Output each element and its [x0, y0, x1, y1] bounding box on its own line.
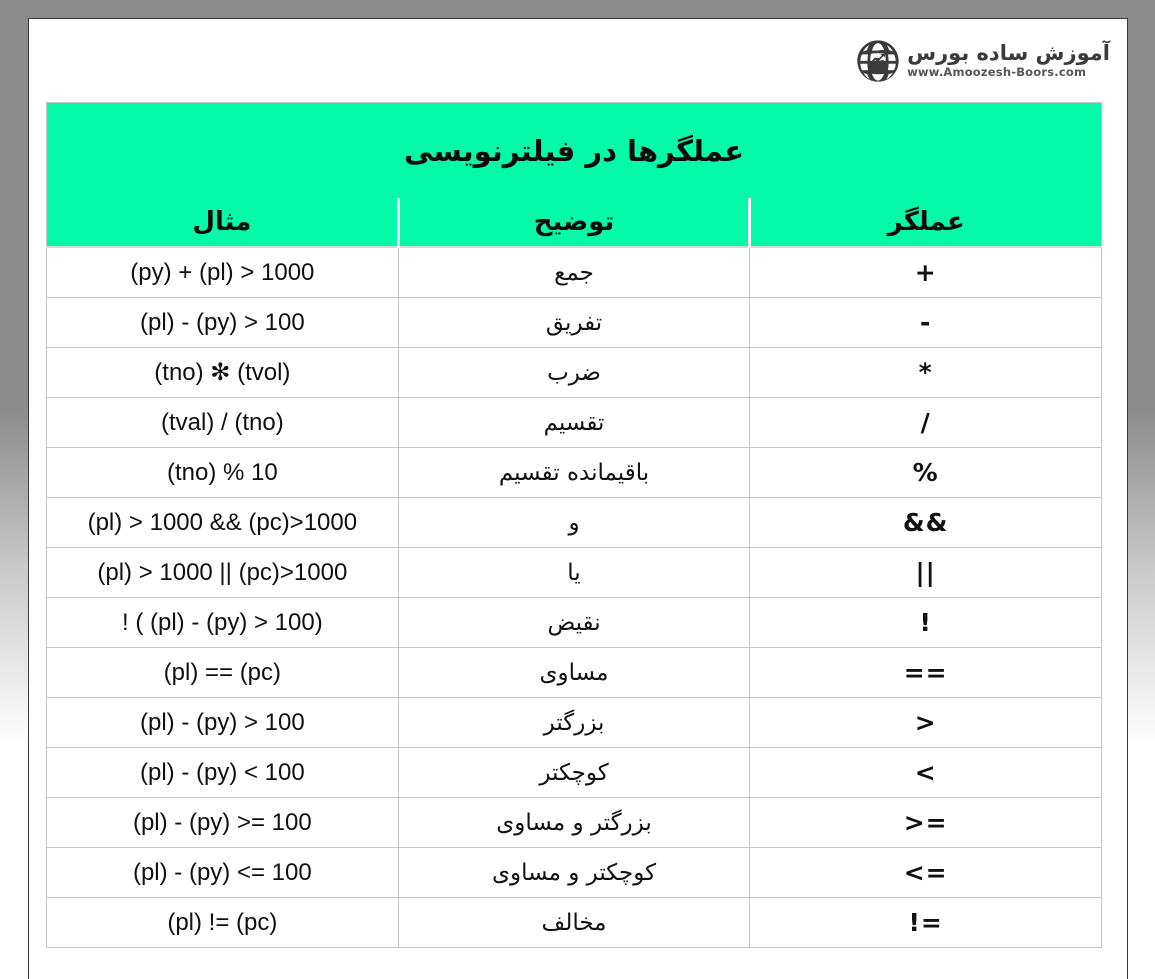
cell-description: و [398, 498, 750, 548]
cell-description: تفریق [398, 298, 750, 348]
document-card [28, 18, 1128, 979]
table-row [47, 598, 1102, 648]
cell-operator: * [750, 348, 1102, 398]
cell-operator: < [750, 748, 1102, 798]
cell-example: (tno) ✻ (tvol) [47, 348, 399, 398]
cell-example: (pl) - (py) < 100 [47, 748, 399, 798]
cell-description: مخالف [398, 898, 750, 948]
cell-description: کوچکتر [398, 748, 750, 798]
brand-url: www.Amoozesh-Boors.com [907, 65, 1087, 80]
cell-example: (pl) == (pc) [47, 648, 399, 698]
column-header-description: توضیح [398, 198, 750, 247]
column-header-example: مثال [47, 198, 399, 247]
cell-operator: >= [750, 798, 1102, 848]
cell-example: ! ( (pl) - (py) > 100) [47, 598, 399, 648]
globe-chart-icon [856, 39, 900, 83]
cell-operator: <= [750, 848, 1102, 898]
cell-description: بزرگتر [398, 698, 750, 748]
table-row [47, 698, 1102, 748]
table-row [47, 898, 1102, 948]
table-title: عملگرها در فیلترنویسی [47, 103, 1102, 199]
table-row [47, 448, 1102, 498]
cell-example: (tval) / (tno) [47, 398, 399, 448]
table-row [47, 348, 1102, 398]
cell-example: (py) + (pl) > 1000 [47, 247, 399, 298]
cell-example: (pl) > 1000 && (pc)>1000 [47, 498, 399, 548]
cell-description: باقیمانده تقسیم [398, 448, 750, 498]
table-row [47, 848, 1102, 898]
table-row [47, 498, 1102, 548]
table-header-row [47, 198, 1102, 247]
cell-example: (pl) - (py) >= 100 [47, 798, 399, 848]
cell-operator: / [750, 398, 1102, 448]
cell-example: (pl) - (py) <= 100 [47, 848, 399, 898]
table-row [47, 398, 1102, 448]
cell-description: مساوی [398, 648, 750, 698]
cell-description: ضرب [398, 348, 750, 398]
cell-description: جمع [398, 247, 750, 298]
cell-operator: ! [750, 598, 1102, 648]
cell-description: یا [398, 548, 750, 598]
cell-operator: && [750, 498, 1102, 548]
cell-description: تقسیم [398, 398, 750, 448]
brand-text [907, 43, 1110, 79]
cell-example: (pl) - (py) > 100 [47, 698, 399, 748]
table-row [47, 298, 1102, 348]
cell-operator: % [750, 448, 1102, 498]
brand-logo [856, 39, 1127, 83]
table-row [47, 247, 1102, 298]
cell-example: (pl) > 1000 || (pc)>1000 [47, 548, 399, 598]
cell-example: (pl) - (py) > 100 [47, 298, 399, 348]
table-row [47, 648, 1102, 698]
cell-description: بزرگتر و مساوی [398, 798, 750, 848]
cell-description: نقیض [398, 598, 750, 648]
cell-example: (tno) % 10 [47, 448, 399, 498]
table-body [47, 247, 1102, 948]
table-row [47, 748, 1102, 798]
brand-name: آموزش ساده بورس [907, 41, 1110, 66]
column-header-operator: عملگر [750, 198, 1102, 247]
table-row [47, 548, 1102, 598]
cell-description: کوچکتر و مساوی [398, 848, 750, 898]
cell-example: (pl) != (pc) [47, 898, 399, 948]
cell-operator: + [750, 247, 1102, 298]
table-title-row [47, 103, 1102, 199]
table-row [47, 798, 1102, 848]
cell-operator: > [750, 698, 1102, 748]
cell-operator: || [750, 548, 1102, 598]
operators-table [46, 102, 1102, 948]
cell-operator: != [750, 898, 1102, 948]
cell-operator: == [750, 648, 1102, 698]
brand-header [29, 19, 1127, 103]
cell-operator: - [750, 298, 1102, 348]
